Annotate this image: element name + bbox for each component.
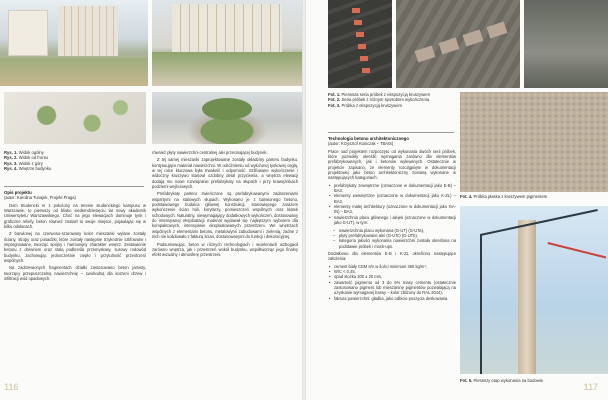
caption-bottom: Fot. 5. Pierwszy etap wykonania na budowie — [460, 378, 544, 383]
caption-4: Rys. 4. Wnętrze budynku — [4, 166, 52, 172]
list-item: – nawierzchnia placu wykonana (G-UT) (G-UTa), — [328, 228, 456, 233]
list-item: – płyty prefabrykowane alei (G-UTc) (G-UTb), — [328, 233, 456, 238]
section-heading: Opis projektu — [4, 190, 32, 195]
photo-interior — [152, 92, 302, 144]
list-item: • cement biały CEM II/A w ilości minimum 360 kg/m³, — [328, 264, 456, 269]
list-item: – kategoria jakości wykonania nawierzchni została określona na podstawie próbek i mock-ups. — [328, 238, 456, 249]
caption-3: Rys. 3. Widok z góry — [4, 160, 43, 166]
paragraph: Dodatkowo dla elementów E-B i K-ZL określono następujące założenia: — [328, 250, 456, 262]
photo-campus-building — [0, 0, 148, 86]
paragraph: również płyty nawierzchni centralnej alei przecinającej budynek. — [152, 150, 268, 155]
photo-flat-sample — [460, 92, 608, 192]
list-item: • elementy małej architektury (oznaczone w dokumentacji jako GA-IN) – BA3, — [328, 204, 456, 215]
photo-sample-series-1 — [328, 0, 392, 88]
figure-captions — [4, 150, 64, 172]
photo-sample-closeup — [524, 0, 608, 88]
article-author: (autor: Krzysztof Kuniczak – TBAIS) — [328, 141, 394, 147]
page-number: 116 — [4, 382, 19, 392]
paragraph: Z barwionej na czerwono-szarowany kolor mieszanki wylane zostały ściany, stropy oraz posadzki, które zostały następnie trzykrotnie szlifowane i impregnowane, tworząc spójny i harmonijny charakter wnętrz. Zestawienie betonu z drewnem oraz stalą podkreśla przemysłowy, surowy rodowód budynku, zachowując jednocześnie ciepło i przytulność przestrzeni wspólnych. — [4, 231, 146, 264]
caption-3: Fot. 3. Próbka z ekspozycją kruszywem — [328, 102, 403, 108]
caption-1: Fot. 1. Pierwsza seria próbek z ekspozycją kruszywem — [328, 92, 430, 97]
list-item: • zawartość pigmentu od 3 do 6% masy cementu (ostatecznie zastosowano pigment lub mieszaninę pigmentów pozwalającą na uzyskanie wymaganej barwy – kolor zbliżony do RAL 2044), — [328, 280, 456, 296]
section-heading: Technologia betonu architektonicznego — [328, 136, 409, 141]
paragraph: Podsumowując, beton w różnych technologiach i wcieleniach wzbogacił zarówno wnętrza, jak i przestrzeń wokół budynku, współtworząc jego finalny efekt wizualny i atmosferę przestrzeni. — [152, 241, 298, 258]
category-list — [328, 183, 456, 226]
paragraph: Dom Studencki nr 1 położony na terenie studenckiego kampusu w Warszawie, to pierwszy od blisko siedemdziesięciu lat nowy akademik Uniwersytetu Warszawskiego. Choć na jego elewacjach dominuje tynk i graficzne reliefy, beton również znalazł tu swoje miejsce, pojawiając się w kilku odsłonach. — [4, 202, 146, 230]
figure-captions-top — [328, 92, 456, 108]
page-number: 117 — [583, 382, 598, 392]
caption-side: Fot. 4. Próbka płaska z kruszywem pigmentem — [460, 194, 548, 199]
list-item: • nawierzchnia placu głównego i alejek (oznaczone w dokumentacji jako G-UT), w tym: — [328, 215, 456, 226]
photo-top-view — [4, 92, 146, 144]
caption-2: Fot. 2. Seria próbek z różnym sposobem wykończenia — [328, 97, 430, 103]
paragraph: Prace nad projektem rozpoczęto od wykonania dwóch serii próbek, które pozwoliły określić wymagania zarówno dla elementów prefabrykowanych, jak i betonów wylewanych. Ostatecznie w projekcie zapisano, że elementy rozciągnięte w dokumentacji projektowej jako beton architektoniczny zostaną wykonane w następujących kategoriach: — [328, 148, 456, 181]
photo-construction-site — [460, 206, 608, 374]
list-item: • W/C < 0,45, — [328, 269, 456, 274]
mix-list — [328, 264, 456, 301]
paragraph: Prefabrykaty parteru zwieńczone są prefabrykowanymi zadaszeniami wspartymi na stalowych słupach. Wykonano je z barwionego betonu, podstawowego budulca głównej konstrukcji, stanowiącego zarazem wykończenie ścian holi, korytarzy, pomieszczeń wspólnych oraz klatek schodowych. Naturalny, niewymagający dodatkowych wykończeń, dostosowany do intensywnej eksploatacji materiał wydawał się najlepszym wyborem dla kompaktowych, intensywnie eksploatowanych przestrzeni. We wnętrzach wspólnych z elementami betonu, metalowymi zabudowami i zielenią, żadne z nich nie kolidowało z fakturą ścian, dostosowanymi do funkcji i dekoracyjnej. — [152, 191, 298, 240]
paragraph: Z tej samej mieszanki zaprojektowane zostały okładziny parteru budynku, kontynuujące materiał nawierzchni. W odróżnieniu od wyłożonej tynkowej cegłą, w tej rolce kluczowa była trwałość i odporność. Szlifowane wykończenie i widoczny kruszywo stanowi ozdobny detal przyziemia, a wnętrza elewacji dodają mu nowe rozwiązanie prefabrykaty na słupach i przy krawężnikach podziemi wejściowych. — [152, 157, 298, 190]
article-column-1 — [4, 190, 146, 284]
left-page — [0, 0, 302, 400]
article-column-2 — [152, 150, 298, 260]
technology-column — [328, 136, 456, 303]
section-rule — [4, 186, 144, 187]
photo-sample-series-2 — [396, 0, 520, 88]
photo-front-view — [152, 0, 302, 86]
list-item: • prefabrykaty zewnętrzne (oznaczone w dokumentacji jako E-B) – BA3, — [328, 183, 456, 194]
right-page — [306, 0, 608, 400]
caption-2: Rys. 2. Widok od frontu — [4, 155, 49, 161]
subcategory-list — [328, 228, 456, 249]
article-author: (autor: Karolina Tunajek, Projekt Praga) — [4, 195, 76, 201]
list-item: • elementy wewnętrzne (oznaczone w dokumentacji jako K-ZL) – BA3, — [328, 193, 456, 204]
caption-1: Rys. 1. Widok ogólny — [4, 150, 44, 155]
list-item: • opad stożka 200 ± 20 mm, — [328, 274, 456, 279]
section-rule — [328, 132, 454, 133]
paragraph: Na zadrzewionych fragmentach działki zastosowano beton jamisty, tworzący przepuszczalną nawierzchnię – swobodną dla korzeni drzew i infiltracji wód opadowych. — [4, 265, 146, 282]
list-item: • faktura powierzchni: gładka, jako odbicie poszycia deskowania. — [328, 296, 456, 301]
